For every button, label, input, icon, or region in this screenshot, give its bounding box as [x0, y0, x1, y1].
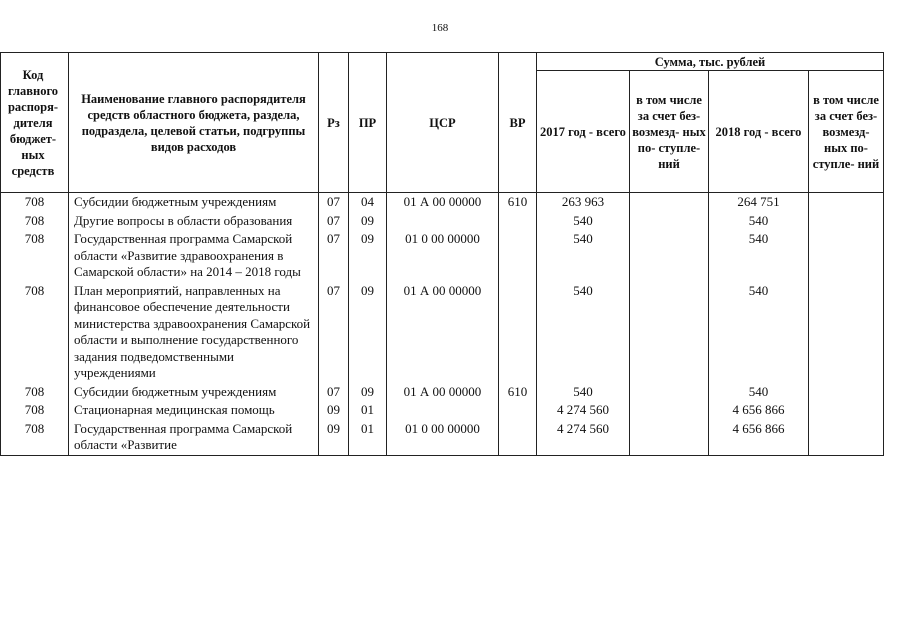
- cell-name: План мероприятий, направленных на финансовое обеспечение деятельности министерства здравоохранения Самарской области и выполнение государственного задания подведомственными учреждениями: [69, 282, 319, 383]
- cell-vr: [499, 212, 537, 231]
- cell-pr: 01: [349, 420, 387, 456]
- table-row: [1, 383, 884, 402]
- cell-2017-free: [630, 401, 709, 420]
- cell-rz: 09: [319, 401, 349, 420]
- cell-pr: 01: [349, 401, 387, 420]
- table-row: [1, 420, 884, 456]
- header-name: Наименование главного распорядителя средств областного бюджета, раздела, подраздела, целевой статьи, подгруппы видов расходов: [69, 53, 319, 193]
- cell-code: 708: [1, 212, 69, 231]
- cell-pr: 09: [349, 383, 387, 402]
- page-number: 168: [431, 22, 449, 34]
- cell-pr: 09: [349, 230, 387, 282]
- cell-name: Государственная программа Самарской области «Развитие здравоохранения в Самарской области» на 2014 – 2018 годы: [69, 230, 319, 282]
- cell-csr: 01 А 00 00000: [387, 383, 499, 402]
- cell-2017-total: 540: [537, 282, 630, 383]
- cell-2018-free: [809, 420, 884, 456]
- header-2018-free: в том числе за счет без- возмезд- ных по- ступле- ний: [809, 71, 884, 193]
- cell-pr: 04: [349, 193, 387, 212]
- header-2017-free: в том числе за счет без- возмезд- ных по- ступле- ний: [630, 71, 709, 193]
- cell-2017-free: [630, 193, 709, 212]
- cell-pr: 09: [349, 282, 387, 383]
- header-pr: ПР: [349, 53, 387, 193]
- cell-csr: 01 0 00 00000: [387, 230, 499, 282]
- cell-2018-free: [809, 212, 884, 231]
- cell-name: Другие вопросы в области образования: [69, 212, 319, 231]
- cell-2017-total: 540: [537, 230, 630, 282]
- cell-2017-total: 4 274 560: [537, 401, 630, 420]
- cell-name: Субсидии бюджетным учреждениям: [69, 383, 319, 402]
- cell-2017-free: [630, 420, 709, 456]
- cell-code: 708: [1, 383, 69, 402]
- table-row: [1, 212, 884, 231]
- cell-name: Стационарная медицинская помощь: [69, 401, 319, 420]
- cell-2017-free: [630, 383, 709, 402]
- header-sum: Сумма, тыс. рублей: [537, 53, 884, 71]
- cell-code: 708: [1, 193, 69, 212]
- table-row: [1, 193, 884, 212]
- cell-2018-total: 540: [709, 282, 809, 383]
- header-rz: Рз: [319, 53, 349, 193]
- cell-csr: [387, 401, 499, 420]
- cell-2018-free: [809, 193, 884, 212]
- cell-2018-free: [809, 282, 884, 383]
- header-csr: ЦСР: [387, 53, 499, 193]
- cell-rz: 09: [319, 420, 349, 456]
- cell-2017-total: 4 274 560: [537, 420, 630, 456]
- cell-csr: 01 А 00 00000: [387, 282, 499, 383]
- cell-rz: 07: [319, 383, 349, 402]
- cell-2018-total: 4 656 866: [709, 401, 809, 420]
- cell-vr: 610: [499, 193, 537, 212]
- cell-code: 708: [1, 230, 69, 282]
- cell-2017-total: 540: [537, 212, 630, 231]
- cell-vr: 610: [499, 383, 537, 402]
- cell-vr: [499, 420, 537, 456]
- cell-2017-free: [630, 212, 709, 231]
- cell-2018-free: [809, 401, 884, 420]
- cell-rz: 07: [319, 282, 349, 383]
- cell-pr: 09: [349, 212, 387, 231]
- cell-rz: 07: [319, 230, 349, 282]
- cell-2018-total: 4 656 866: [709, 420, 809, 456]
- cell-2017-total: 540: [537, 383, 630, 402]
- cell-vr: [499, 230, 537, 282]
- header-code: Код главного распоря- дителя бюджет- ных средств: [1, 53, 69, 193]
- cell-2018-free: [809, 230, 884, 282]
- cell-rz: 07: [319, 193, 349, 212]
- cell-2018-total: 540: [709, 383, 809, 402]
- table-row: [1, 401, 884, 420]
- cell-csr: 01 0 00 00000: [387, 420, 499, 456]
- cell-name: Субсидии бюджетным учреждениям: [69, 193, 319, 212]
- cell-2017-free: [630, 282, 709, 383]
- budget-table: [0, 52, 884, 456]
- cell-code: 708: [1, 401, 69, 420]
- header-vr: ВР: [499, 53, 537, 193]
- table-row: [1, 282, 884, 383]
- cell-name: Государственная программа Самарской области «Развитие: [69, 420, 319, 456]
- cell-vr: [499, 282, 537, 383]
- cell-csr: [387, 212, 499, 231]
- cell-vr: [499, 401, 537, 420]
- table-row: [1, 230, 884, 282]
- cell-2017-free: [630, 230, 709, 282]
- cell-2018-free: [809, 383, 884, 402]
- cell-2018-total: 540: [709, 212, 809, 231]
- cell-code: 708: [1, 420, 69, 456]
- cell-csr: 01 А 00 00000: [387, 193, 499, 212]
- cell-2017-total: 263 963: [537, 193, 630, 212]
- cell-code: 708: [1, 282, 69, 383]
- cell-2018-total: 540: [709, 230, 809, 282]
- cell-rz: 07: [319, 212, 349, 231]
- cell-2018-total: 264 751: [709, 193, 809, 212]
- header-2017-total: 2017 год - всего: [537, 71, 630, 193]
- header-2018-total: 2018 год - всего: [709, 71, 809, 193]
